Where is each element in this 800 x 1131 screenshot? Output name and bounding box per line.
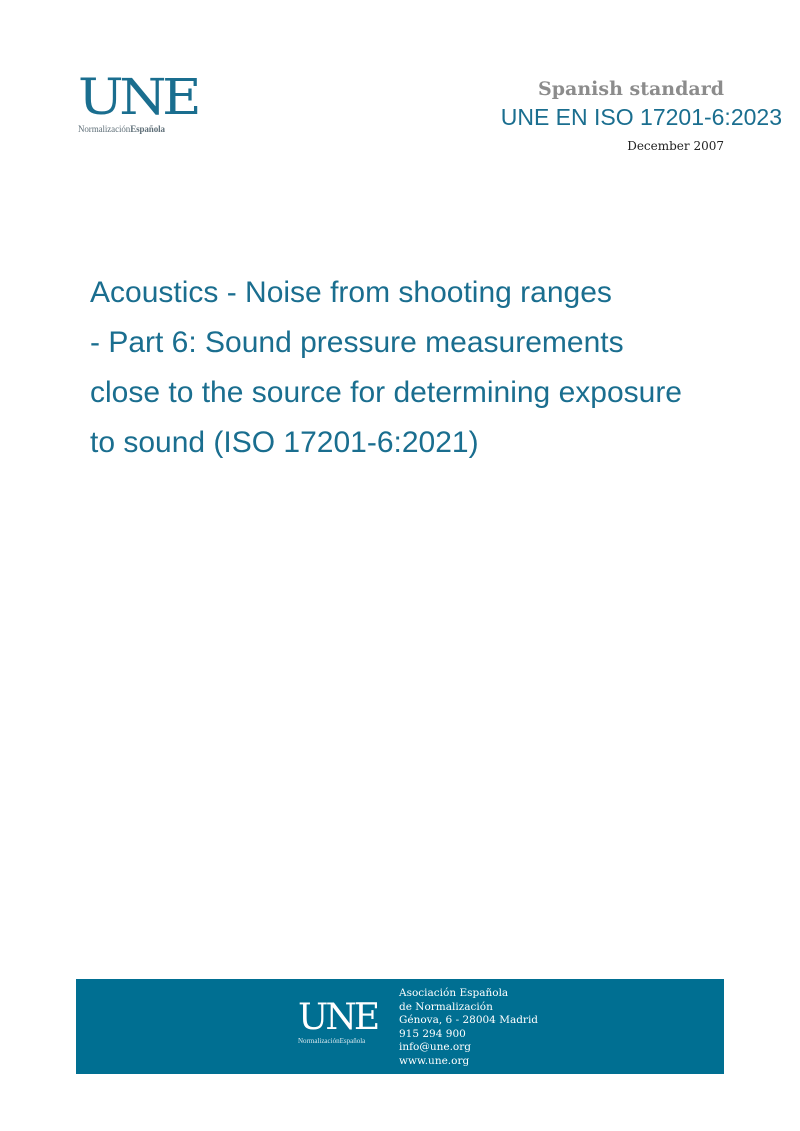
- une-logo: [78, 68, 198, 134]
- address-line: Asociación Española: [399, 987, 509, 999]
- title-line: to sound (ISO 17201-6:2021): [90, 426, 479, 459]
- standard-date: December 2007: [627, 139, 724, 153]
- footer-address: [399, 987, 538, 1069]
- address-line: Génova, 6 - 28004 Madrid: [399, 1014, 539, 1027]
- standard-type: Spanish standard: [538, 78, 724, 100]
- standard-code: UNE EN ISO 17201-6:2023: [500, 104, 782, 130]
- address-line: de Normalización: [399, 1000, 493, 1013]
- title-line: Acoustics - Noise from shooting ranges: [90, 276, 612, 309]
- footer-logo-mark: UNE: [298, 997, 378, 1038]
- logo-sub-bold: Española: [130, 124, 165, 134]
- une-logo-mark: UNE: [78, 68, 198, 126]
- email-link[interactable]: info@une.org: [399, 1041, 471, 1054]
- footer-band: [76, 979, 724, 1074]
- logo-sub-normal: Normalización: [78, 124, 131, 134]
- footer-logo: [298, 997, 378, 1045]
- website-link[interactable]: www.une.org: [399, 1054, 470, 1067]
- footer-logo-subtitle: NormalizaciónEspañola: [298, 1037, 366, 1045]
- standard-header: [443, 78, 782, 153]
- phone: 915 294 900: [399, 1027, 466, 1040]
- title-line: close to the source for determining exposure: [90, 376, 682, 409]
- document-title: [90, 268, 770, 468]
- title-line: - Part 6: Sound pressure measurements: [90, 326, 624, 359]
